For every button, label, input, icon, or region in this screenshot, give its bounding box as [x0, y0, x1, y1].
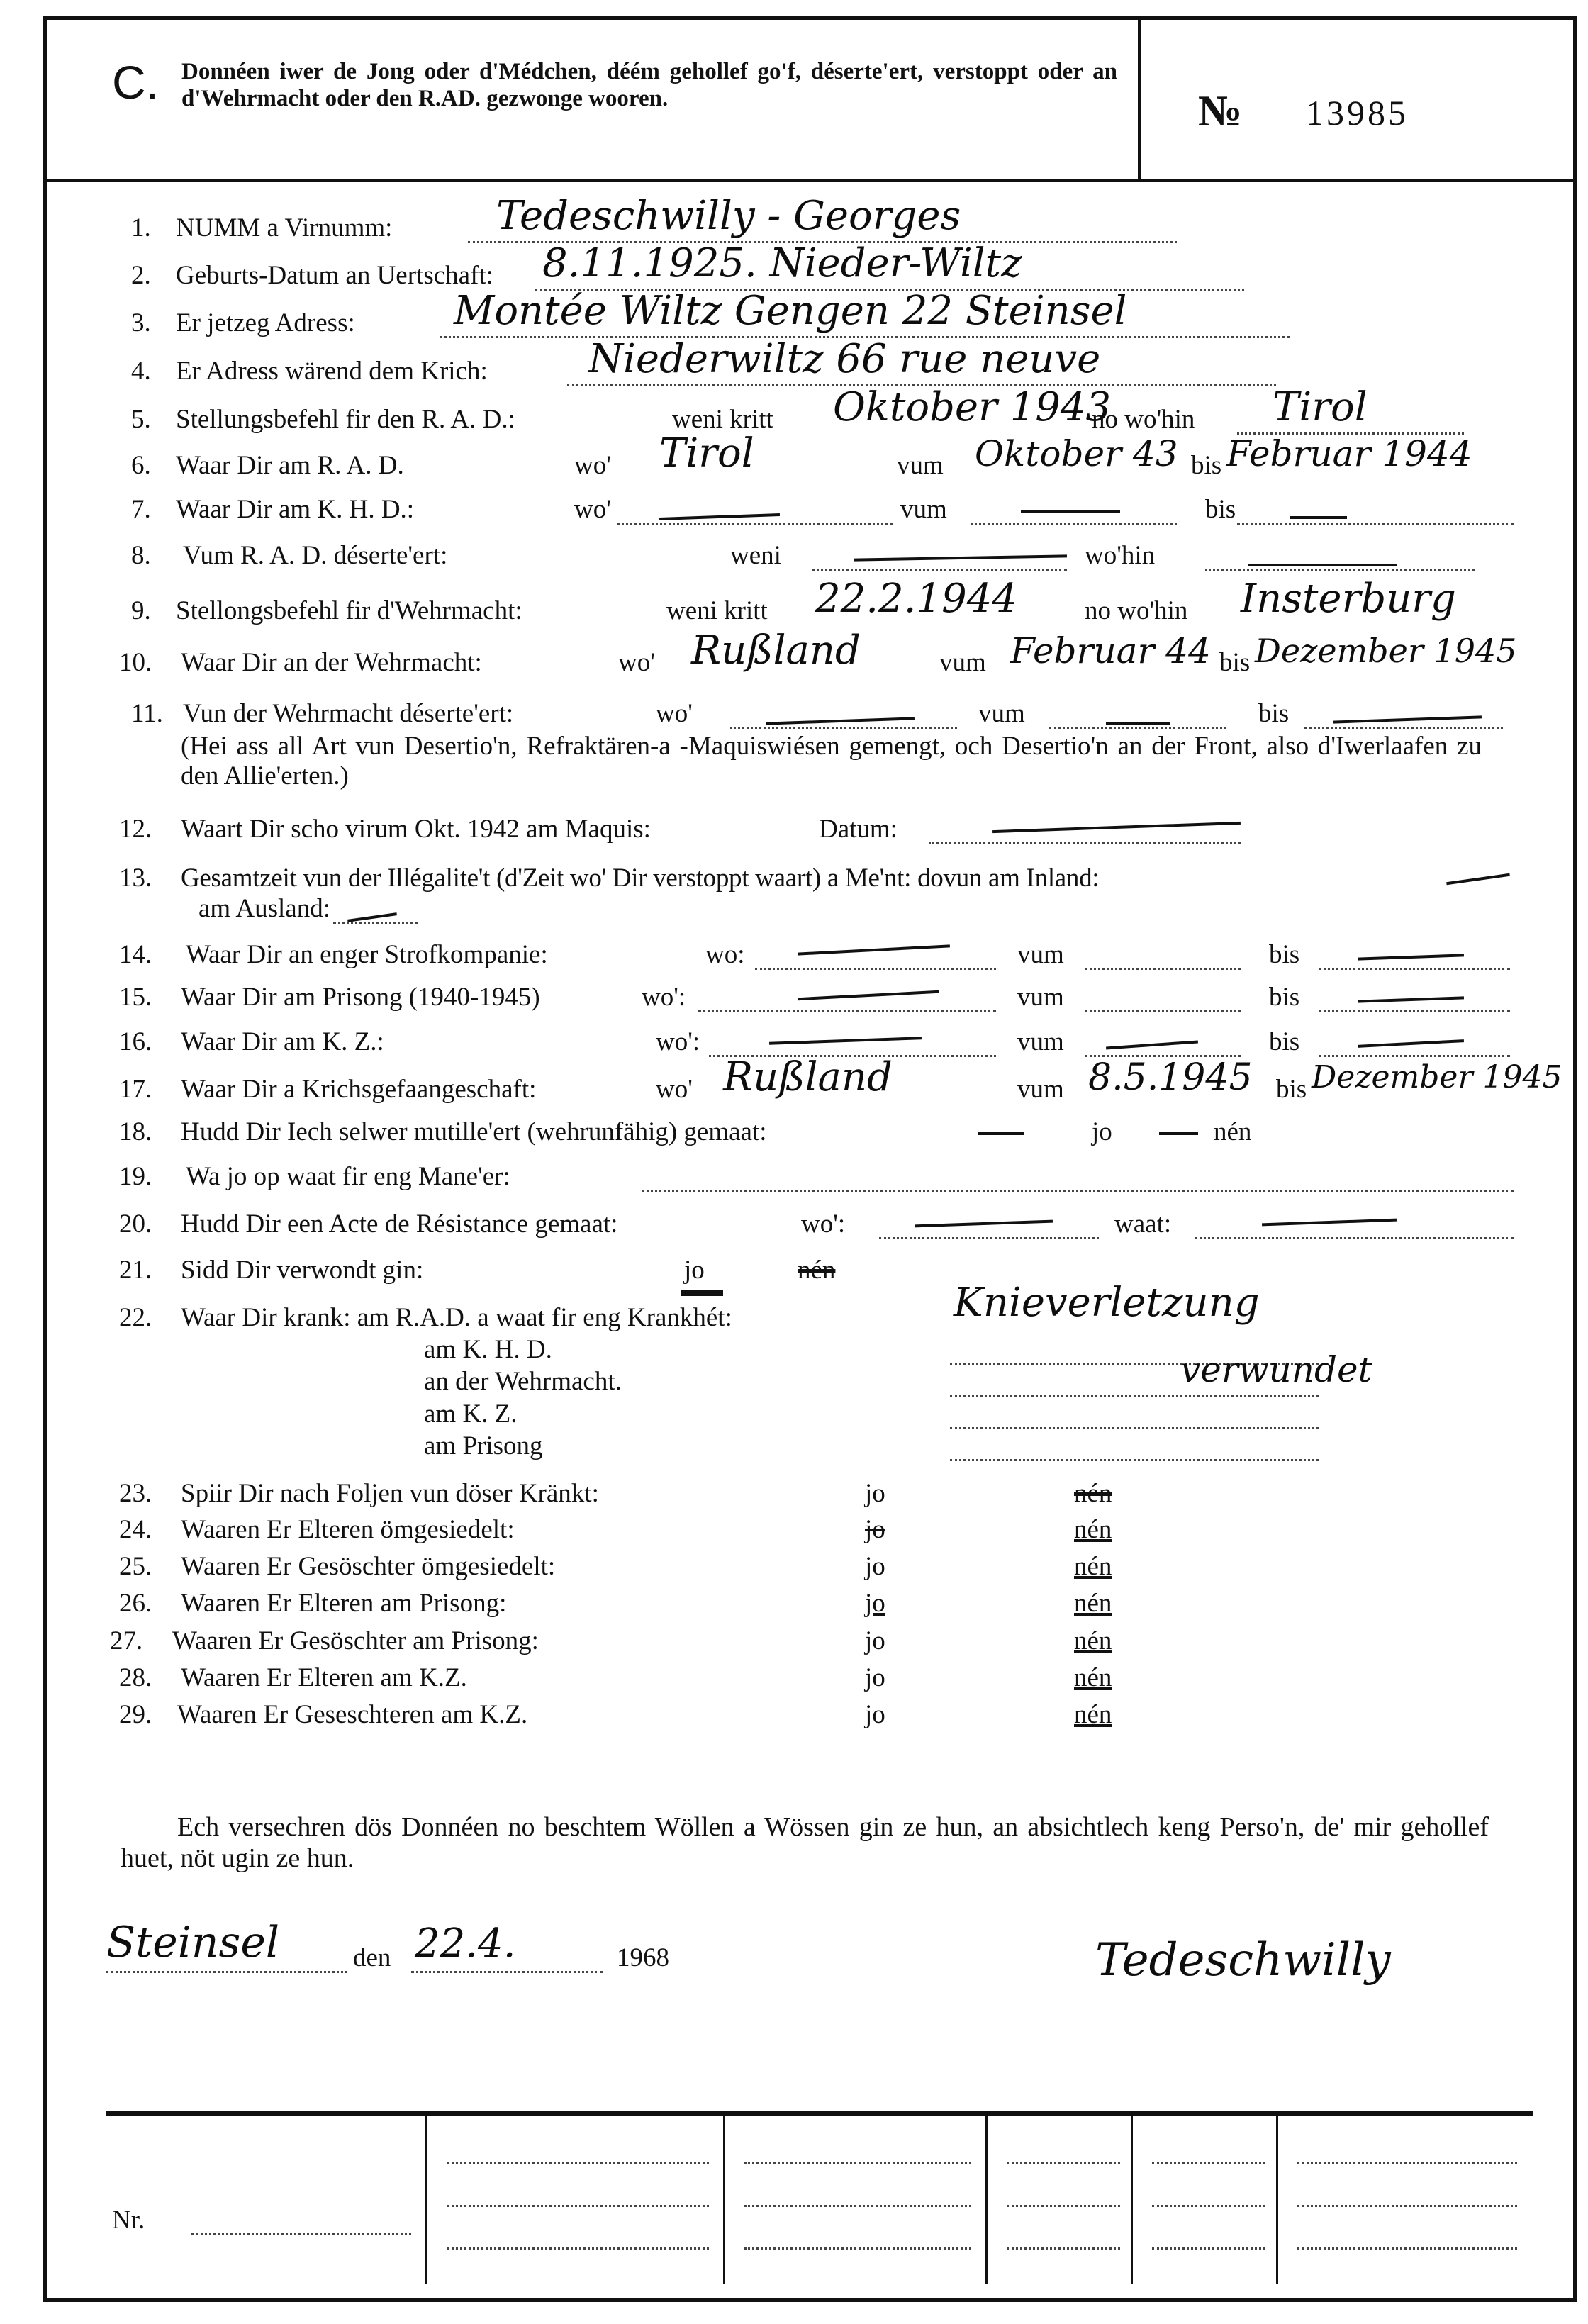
answer-wehrmacht-order[interactable]: 22.2.1944 — [815, 576, 1018, 622]
row-number: 9. — [131, 596, 151, 625]
row-label: Er Adress wärend dem Krich: — [176, 357, 488, 386]
row-label: Er jetzeg Adress: — [176, 308, 355, 337]
datum-label: Datum: — [819, 815, 898, 844]
row-number: 8. — [131, 541, 151, 570]
answer-wehrmacht-place[interactable]: Insterburg — [1241, 576, 1456, 622]
footer-line — [744, 2205, 971, 2207]
row-label: Waar Dir krank: am R.A.D. a waat fir eng Krankhét: — [181, 1303, 732, 1332]
section-letter: C. — [112, 56, 159, 108]
row-label: Hudd Dir Iech selwer mutille'ert (wehrunfähig) gemaat: — [181, 1117, 767, 1146]
answer-war-address[interactable]: Niederwiltz 66 rue neuve — [588, 336, 1101, 382]
weni-label: weni — [730, 541, 781, 570]
row-label: Waaren Er Geseschteren am K.Z. — [177, 1700, 528, 1729]
nr-line — [191, 2233, 411, 2235]
wohin-label: no wo'hin — [1085, 596, 1188, 625]
bis-label: bis — [1219, 648, 1251, 677]
dash-stroke — [1106, 722, 1170, 725]
wo-label: wo': — [642, 983, 686, 1012]
vum-label: vum — [1017, 983, 1064, 1012]
wo-label: wo': — [801, 1210, 846, 1239]
answer-line — [411, 1971, 603, 1973]
header-divider — [43, 179, 1577, 182]
row-number: 23. — [119, 1479, 152, 1508]
nen-option[interactable]: nén — [1074, 1700, 1112, 1729]
answer-line — [950, 1459, 1319, 1461]
signature[interactable]: Tedeschwilly — [1095, 1934, 1391, 1987]
answer-line — [333, 922, 418, 924]
weni-label: weni kritt — [672, 405, 773, 434]
bis-label: bis — [1191, 451, 1222, 480]
row-label: NUMM a Virnumm: — [176, 213, 393, 242]
answer-line — [1319, 968, 1510, 970]
answer-wehrmacht-where[interactable]: Rußland — [691, 627, 861, 674]
vum-label: vum — [900, 495, 947, 524]
answer-rad-from[interactable]: Oktober 43 — [975, 433, 1178, 474]
answer-line — [812, 569, 1067, 571]
footer-line — [1152, 2162, 1265, 2164]
row-number: 11. — [131, 699, 163, 728]
footer-line — [447, 2247, 709, 2250]
jo-option[interactable]: jo — [684, 1256, 705, 1285]
row-number: 29. — [119, 1700, 152, 1729]
illness-item: an der Wehrmacht. — [424, 1367, 622, 1396]
wo-label: wo' — [574, 495, 611, 524]
vum-label: vum — [939, 648, 986, 677]
jo-option[interactable]: jo — [865, 1515, 885, 1544]
vum-label: vum — [1017, 940, 1064, 969]
answer-line — [698, 1010, 996, 1012]
row-number: 28. — [119, 1663, 152, 1692]
answer-wehrmacht-to[interactable]: Dezember 1945 — [1255, 632, 1517, 670]
signature-date[interactable]: 22.4. — [415, 1921, 516, 1967]
answer-line — [1195, 1237, 1514, 1239]
footer-divider — [723, 2116, 725, 2284]
nen-option[interactable]: nén — [1074, 1626, 1112, 1655]
bis-label: bis — [1269, 940, 1300, 969]
row-number: 5. — [131, 405, 151, 434]
row-label: Geburts-Datum an Uertschaft: — [176, 261, 493, 290]
row-number: 26. — [119, 1589, 152, 1618]
row-label: Waaren Er Gesöschter am Prisong: — [172, 1626, 539, 1655]
footer-line — [1152, 2247, 1265, 2250]
jo-option[interactable]: jo — [1092, 1117, 1112, 1146]
answer-captivity-to[interactable]: Dezember 1945 — [1312, 1059, 1562, 1095]
bis-label: bis — [1205, 495, 1236, 524]
answer-illness[interactable]: Knieverletzung — [954, 1280, 1260, 1326]
answer-address[interactable]: Montée Wiltz Gengen 22 Steinsel — [454, 288, 1127, 334]
answer-line — [950, 1427, 1319, 1429]
row-number: 18. — [119, 1117, 152, 1146]
row-label: Waaren Er Elteren am K.Z. — [181, 1663, 467, 1692]
row-label: Waaren Er Gesöschter ömgesiedelt: — [181, 1552, 556, 1581]
answer-line — [617, 523, 893, 525]
wo-label: wo' — [574, 451, 611, 480]
row-label: Waart Dir scho virum Okt. 1942 am Maquis: — [181, 815, 651, 844]
answer-line — [1304, 727, 1503, 729]
answer-illness-wehrmacht[interactable]: verwundet — [1180, 1349, 1372, 1390]
answer-line — [642, 1190, 1514, 1192]
bis-label: bis — [1276, 1075, 1307, 1104]
footer-line — [744, 2247, 971, 2250]
nen-option[interactable]: nén — [1074, 1515, 1112, 1544]
row-number: 12. — [119, 815, 152, 844]
nen-option[interactable]: nén — [1074, 1663, 1112, 1692]
nen-option[interactable]: nén — [1214, 1117, 1252, 1146]
wo-label: wo: — [705, 940, 745, 969]
answer-wehrmacht-from[interactable]: Februar 44 — [1010, 630, 1211, 671]
footer-line — [1297, 2162, 1517, 2164]
footer-line — [1007, 2247, 1120, 2250]
wo-label: wo' — [618, 648, 655, 677]
signature-place[interactable]: Steinsel — [106, 1918, 280, 1967]
footer-divider — [985, 2116, 988, 2284]
answer-line — [755, 968, 996, 970]
footer-divider — [1131, 2116, 1133, 2284]
illness-item: am Prisong — [424, 1431, 543, 1460]
dash-stroke — [1021, 510, 1120, 513]
answer-rad-to[interactable]: Februar 1944 — [1226, 433, 1472, 474]
footer-line — [1007, 2162, 1120, 2164]
jo-option[interactable]: jo — [865, 1626, 885, 1655]
row-number: 22. — [119, 1303, 152, 1332]
dash-stroke — [1290, 516, 1347, 519]
row-number: 14. — [119, 940, 152, 969]
dash-stroke — [978, 1132, 1024, 1135]
answer-line — [1085, 1010, 1241, 1012]
row-label: Spiir Dir nach Foljen vun döser Kränkt: — [181, 1479, 599, 1508]
row-number: 10. — [119, 648, 152, 677]
row-number: 27. — [110, 1626, 143, 1655]
note-desertion: (Hei ass all Art vun Desertio'n, Refraktären-a -Maquiswiésen gemengt, och Desertio'n an der Front, also d'Iwerlaafen zu den Allie'erten.) — [181, 732, 1482, 791]
waat-label: waat: — [1114, 1210, 1172, 1239]
row-label: Vum R. A. D. déserte'ert: — [183, 541, 448, 570]
wohin-label: wo'hin — [1085, 541, 1156, 570]
nen-option[interactable]: nén — [798, 1256, 836, 1285]
wohin-label: no wo'hin — [1092, 405, 1195, 434]
row-number: 1. — [131, 213, 151, 242]
nen-option[interactable]: nén — [1074, 1479, 1112, 1508]
dash-stroke — [1248, 564, 1397, 566]
bis-label: bis — [1258, 699, 1290, 728]
form-number: 13985 — [1306, 93, 1409, 133]
row-label: Waar Dir an der Wehrmacht: — [181, 648, 482, 677]
jo-option[interactable]: jo — [865, 1552, 885, 1581]
row-label: Stellongsbefehl fir d'Wehrmacht: — [176, 596, 522, 625]
footer-line — [447, 2205, 709, 2207]
weni-label: weni kritt — [666, 596, 768, 625]
nen-option[interactable]: nén — [1074, 1589, 1112, 1618]
answer-rad-where[interactable]: Tirol — [659, 430, 754, 476]
answer-captivity-where[interactable]: Rußland — [723, 1054, 893, 1100]
answer-line — [1085, 968, 1241, 970]
declaration: Ech versechren dös Donnéen no beschtem Wöllen a Wössen gin ze hun, an absichtlech keng Perso'n, de' mir gehollef huet, nöt ugin ze hun. — [121, 1812, 1489, 1873]
answer-line — [879, 1237, 1099, 1239]
row-number: 24. — [119, 1515, 152, 1544]
den-label: den — [353, 1943, 391, 1972]
footer-table — [106, 2111, 1533, 2286]
row-number: 13. — [119, 864, 152, 893]
jo-option[interactable]: jo — [865, 1663, 885, 1692]
ausland-label: am Ausland: — [198, 894, 331, 923]
illness-item: am K. Z. — [424, 1400, 518, 1429]
footer-line — [1152, 2205, 1265, 2207]
row-label: Stellungsbefehl fir den R. A. D.: — [176, 405, 515, 434]
row-label: Waar Dir a Krichsgefaangeschaft: — [181, 1075, 537, 1104]
wo-label: wo': — [656, 1027, 700, 1056]
answer-rad-order[interactable]: Oktober 1943 — [833, 384, 1112, 430]
header-separator — [1138, 16, 1141, 180]
row-number: 17. — [119, 1075, 152, 1104]
wo-label: wo' — [656, 1075, 693, 1104]
row-number: 3. — [131, 308, 151, 337]
row-label: Waar Dir am Prisong (1940-1945) — [181, 983, 540, 1012]
nen-option[interactable]: nén — [1074, 1552, 1112, 1581]
answer-line — [1319, 1010, 1510, 1012]
row-number: 6. — [131, 451, 151, 480]
answer-rad-place[interactable]: Tirol — [1273, 384, 1368, 430]
footer-divider — [1276, 2116, 1278, 2284]
row-number: 16. — [119, 1027, 152, 1056]
dash-stroke — [1159, 1132, 1198, 1135]
row-number: 2. — [131, 261, 151, 290]
signature-year: 1968 — [617, 1943, 669, 1972]
footer-divider — [425, 2116, 427, 2284]
underline-mark — [681, 1290, 723, 1296]
vum-label: vum — [897, 451, 944, 480]
row-label: Waaren Er Elteren ömgesiedelt: — [181, 1515, 515, 1544]
wo-label: wo' — [656, 699, 693, 728]
answer-line — [106, 1971, 347, 1973]
answer-line — [971, 523, 1177, 525]
answer-line — [950, 1395, 1319, 1397]
row-label: Hudd Dir een Acte de Résistance gemaat: — [181, 1210, 618, 1239]
footer-line — [1297, 2247, 1517, 2250]
row-label: Waaren Er Elteren am Prisong: — [181, 1589, 507, 1618]
row-label: Vun der Wehrmacht déserte'ert: — [183, 699, 514, 728]
row-label: Waar Dir am K. Z.: — [181, 1027, 384, 1056]
vum-label: vum — [978, 699, 1025, 728]
form-title: Donnéen iwer de Jong oder d'Médchen, déém gehollef go'f, déserte'ert, verstoppt oder an d'Wehrmacht oder den R.AD. gezwonge wooren. — [181, 59, 1117, 111]
answer-line — [1237, 523, 1514, 525]
answer-captivity-from[interactable]: 8.5.1945 — [1088, 1056, 1253, 1099]
row-label: Waar Dir am R. A. D. — [176, 451, 404, 480]
bis-label: bis — [1269, 983, 1300, 1012]
illness-item: am K. H. D. — [424, 1335, 552, 1364]
answer-line — [1049, 727, 1226, 729]
jo-option[interactable]: jo — [865, 1700, 885, 1729]
row-number: 19. — [119, 1162, 152, 1191]
row-number: 15. — [119, 983, 152, 1012]
nr-label: Nr. — [112, 2206, 145, 2235]
footer-line — [1007, 2205, 1120, 2207]
footer-line — [744, 2162, 971, 2164]
row-number: 25. — [119, 1552, 152, 1581]
answer-line — [929, 842, 1241, 844]
vum-label: vum — [1017, 1075, 1064, 1104]
row-number: 7. — [131, 495, 151, 524]
row-number: 4. — [131, 357, 151, 386]
answer-line — [1205, 569, 1475, 571]
bis-label: bis — [1269, 1027, 1300, 1056]
row-number: 20. — [119, 1210, 152, 1239]
row-label: Waar Dir am K. H. D.: — [176, 495, 415, 524]
answer-birth[interactable]: 8.11.1925. Nieder-Wiltz — [542, 240, 1022, 286]
row-label: Gesamtzeit vun der Illégalite't (d'Zeit wo' Dir verstoppt waart) a Me'nt: dovun am Inland: — [181, 864, 1100, 893]
answer-name[interactable]: Tedeschwilly - Georges — [496, 193, 961, 239]
row-label: Waar Dir an enger Strofkompanie: — [186, 940, 548, 969]
row-number: 21. — [119, 1256, 152, 1285]
row-label: Wa jo op waat fir eng Mane'er: — [186, 1162, 510, 1191]
number-sign: № — [1198, 87, 1243, 135]
jo-option[interactable]: jo — [865, 1589, 885, 1618]
answer-line — [730, 727, 957, 729]
footer-line — [447, 2162, 709, 2164]
jo-option[interactable]: jo — [865, 1479, 885, 1508]
vum-label: vum — [1017, 1027, 1064, 1056]
footer-line — [1297, 2205, 1517, 2207]
row-label: Sidd Dir verwondt gin: — [181, 1256, 424, 1285]
